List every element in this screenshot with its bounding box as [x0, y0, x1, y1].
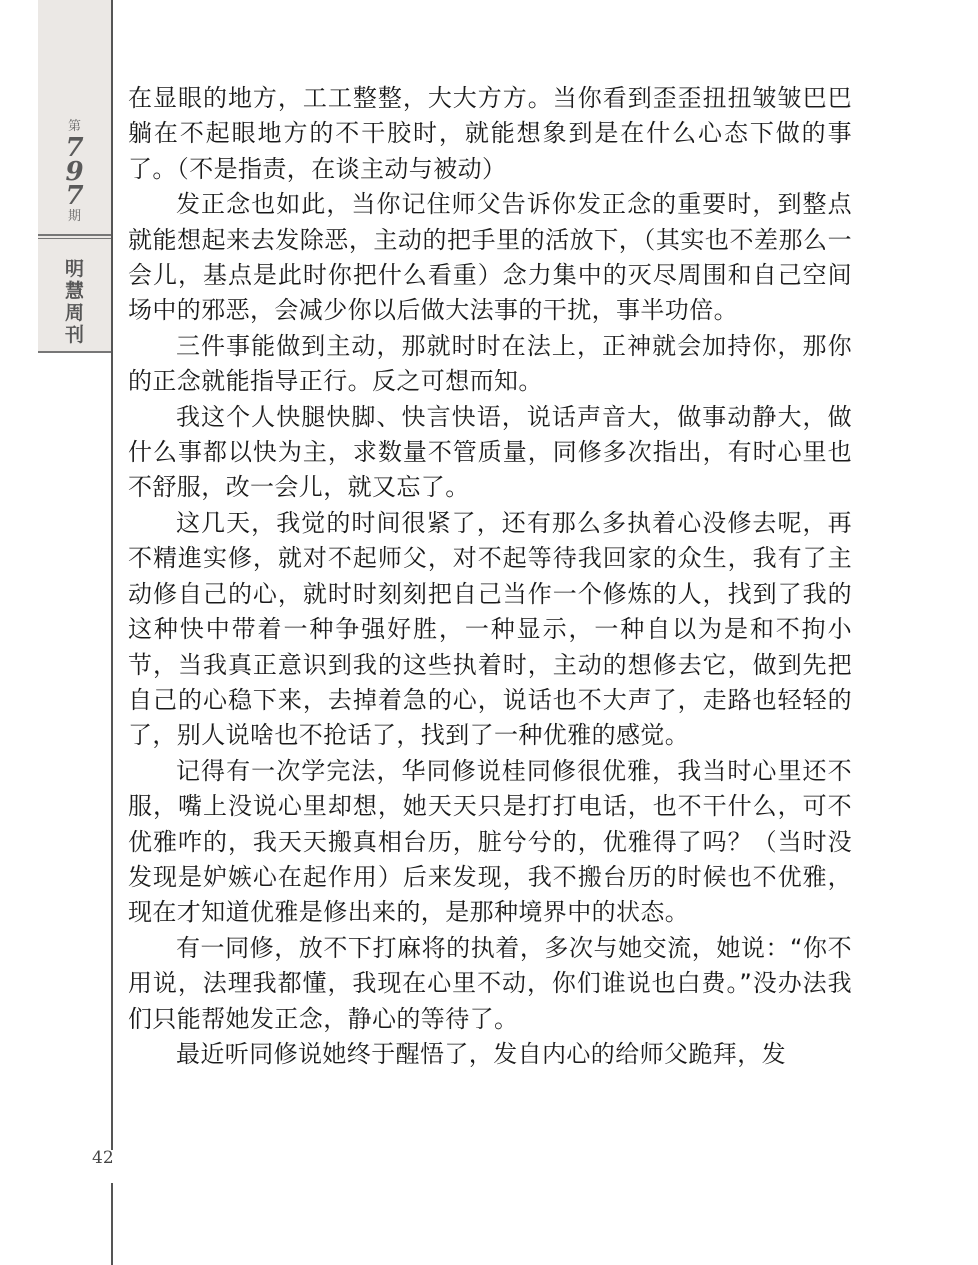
- magazine-char: 刊: [64, 324, 84, 346]
- paragraph: 这几天，我觉的时间很紧了，还有那么多执着心没修去呢，再不精進实修，就对不起师父，对不起等待我回家的众生，我有了主动修自己的心，就时时刻刻把自己当作一个修炼的人，找到了我的这种快中带着一种争强好胜，一种显示，一种自以为是和不拘小节，当我真正意识到我的这些执着时，主动的想修去它，做到先把自己的心稳下来，去掉着急的心，说话也不大声了，走路也轻轻的了，别人说啥也不抢话了，找到了一种优雅的感觉。: [128, 508, 852, 750]
- paragraph: 我这个人快腿快脚、快言快语，说话声音大，做事动静大，做什么事都以快为主，求数量不管质量，同修多次指出，有时心里也不舒服，改一会儿，就又忘了。: [128, 402, 852, 502]
- margin-divider-line-lower: [111, 1183, 113, 1265]
- paragraph: 最近听同修说她终于醒悟了，发自内心的给师父跪拜，发: [176, 1039, 786, 1068]
- page-number: 42: [92, 1148, 114, 1168]
- paragraph: 记得有一次学完法，华同修说桂同修很优雅，我当时心里还不服，嘴上没说心里却想，她天天只是打打电话，也不干什么，可不优雅咋的，我天天搬真相台历，脏兮兮的，优雅得了吗？（当时没发现是妒嫉心在起作用）后来发现，我不搬台历的时候也不优雅，现在才知道优雅是修出来的，是那种境界中的状态。: [128, 756, 852, 927]
- paragraph: 三件事能做到主动，那就时时在法上，正神就会加持你，那你的正念就能指导正行。反之可想而知。: [128, 331, 852, 396]
- magazine-name: [38, 258, 111, 346]
- issue-prefix: 第: [67, 119, 81, 134]
- sidebar-rule-bottom: [38, 351, 111, 353]
- issue-digit: 7: [65, 133, 84, 163]
- margin-divider-line: [111, 0, 113, 1150]
- magazine-char: 周: [64, 302, 84, 324]
- sidebar-rule-thin: [38, 238, 111, 239]
- paragraph: 有一同修，放不下打麻将的执着，多次与她交流，她说：“你不用说，法理我都懂，我现在心里不动，你们谁说也白费。”没办法我们只能帮她发正念，静心的等待了。: [128, 933, 852, 1033]
- issue-number: [38, 118, 111, 226]
- issue-digit: 7: [65, 181, 84, 211]
- paragraph: 在显眼的地方，工工整整，大大方方。当你看到歪歪扭扭皱皱巴巴躺在不起眼地方的不干胶时，就能想象到是在什么心态下做的事了。（不是指责，在谈主动与被动）: [128, 84, 852, 183]
- issue-suffix: 期: [67, 209, 81, 224]
- issue-digit: 9: [65, 157, 84, 187]
- magazine-char: 慧: [64, 280, 84, 302]
- magazine-char: 明: [64, 258, 84, 280]
- article-body: [128, 81, 852, 1072]
- sidebar-rule: [38, 234, 111, 236]
- paragraph: 发正念也如此，当你记住师父告诉你发正念的重要时，到整点就能想起来去发除恶，主动的把手里的活放下，（其实也不差那么一会儿，基点是此时你把什么看重）念力集中的灭尽周围和自己空间场中的邪恶，会减少你以后做大法事的干扰，事半功倍。: [128, 190, 852, 325]
